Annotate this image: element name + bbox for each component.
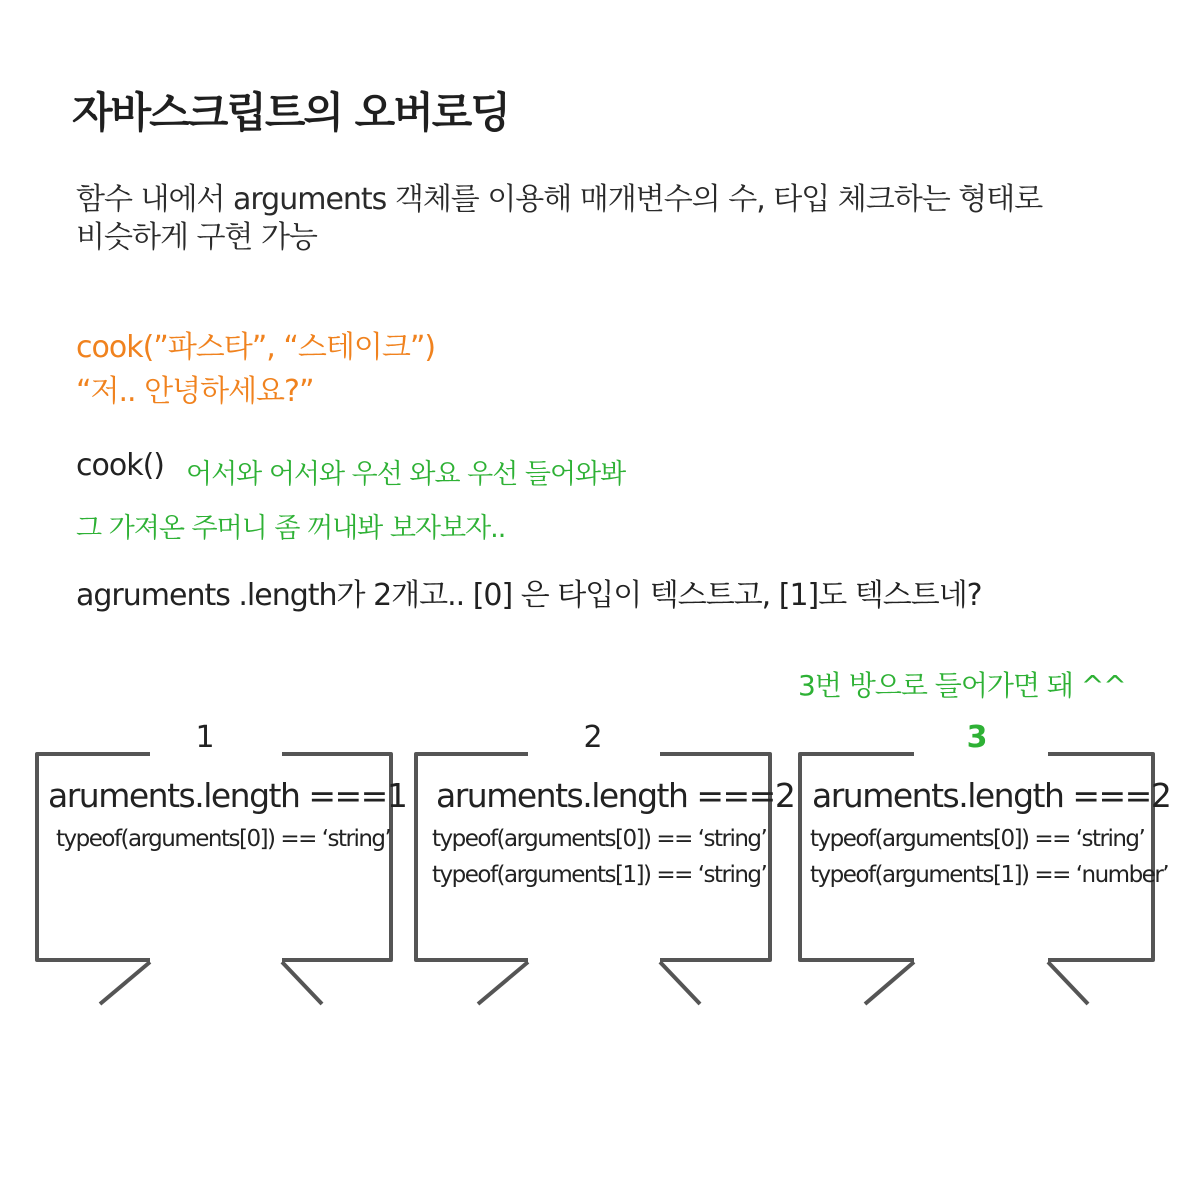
page-title: 자바스크립트의 오버로딩 (72, 88, 509, 137)
answer-text: 3번 방으로 들어가면 돼 ^^ (798, 669, 1126, 702)
room-3-door-right (1048, 962, 1088, 1004)
room-2-number: 2 (583, 720, 603, 755)
call-expression: cook(”파스타”, “스테이크”) (76, 330, 436, 365)
room-1-check-1: typeof(arguments[0]) == ‘string’ (56, 826, 391, 852)
room-3-number: 3 (966, 720, 988, 755)
cook-reply: 어서와 어서와 우선 와요 우선 들어와봐 (186, 459, 626, 490)
room-1-number: 1 (195, 720, 215, 755)
description-line-1: 함수 내에서 arguments 객체를 이용해 매개변수의 수, 타입 체크하는 형태로 (76, 182, 1043, 217)
room-2-check-2: typeof(arguments[1]) == ‘string’ (432, 862, 767, 888)
pocket-text: 그 가져온 주머니 좀 꺼내봐 보자보자.. (76, 513, 506, 544)
room-2-door-right (660, 962, 700, 1004)
room-1-door-right (282, 962, 322, 1004)
room-3-door-left (865, 962, 914, 1004)
room-2-door-left (478, 962, 528, 1004)
room-1-condition: aruments.length ===1 (48, 776, 407, 815)
room-3-check-1: typeof(arguments[0]) == ‘string’ (810, 826, 1145, 852)
greeting-text: “저.. 안녕하세요?” (76, 374, 314, 409)
cook-label: cook() (76, 448, 164, 483)
room-3-check-2: typeof(arguments[1]) == ‘number’ (810, 862, 1169, 888)
arguments-check-text: agruments .length가 2개고.. [0] 은 타입이 텍스트고, [1]도 텍스트네? (76, 578, 982, 613)
description-line-2: 비슷하게 구현 가능 (76, 220, 317, 255)
room-2-condition: aruments.length ===2 (436, 776, 795, 815)
room-3-condition: aruments.length ===2 (812, 776, 1171, 815)
room-1-door-left (100, 962, 150, 1004)
room-2-check-1: typeof(arguments[0]) == ‘string’ (432, 826, 767, 852)
